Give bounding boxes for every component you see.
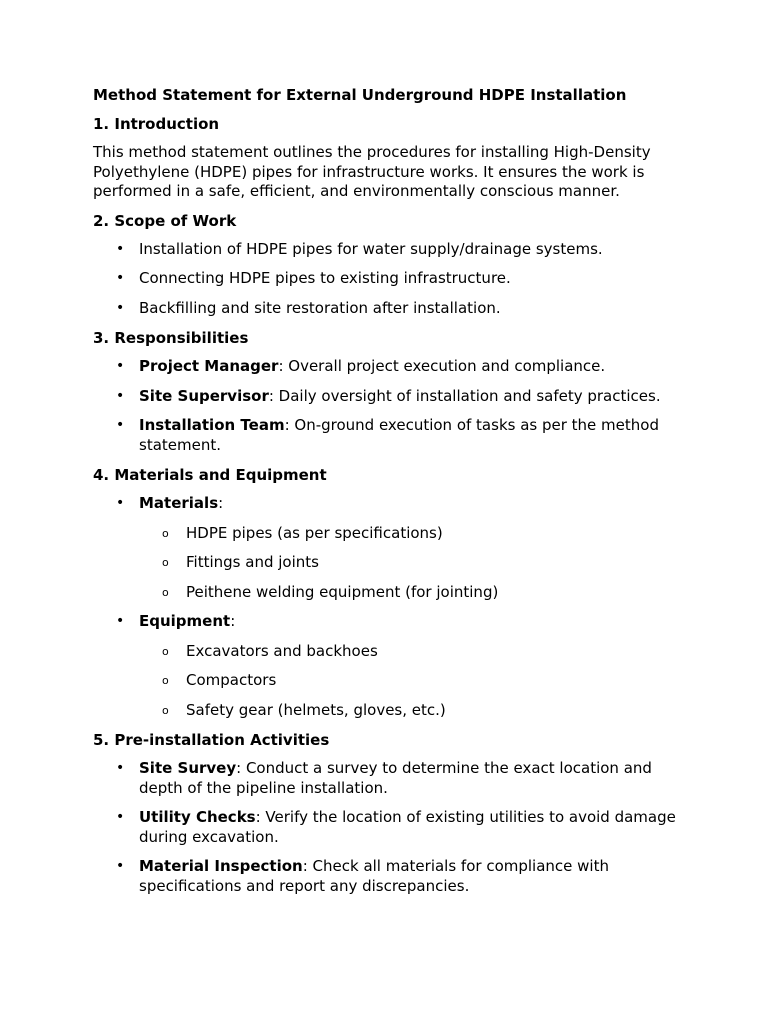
sublist-item-text: Excavators and backhoes — [186, 641, 378, 660]
list-item — [93, 387, 683, 407]
sublist-item-text: Safety gear (helmets, gloves, etc.) — [186, 700, 446, 719]
sublist-item-text: Compactors — [186, 671, 277, 689]
circle-bullet-icon: o — [162, 526, 169, 540]
pre-installation-list — [93, 759, 683, 896]
bullet-icon: • — [116, 858, 125, 874]
circle-bullet-icon: o — [162, 703, 169, 717]
bullet-icon: • — [116, 358, 125, 374]
equipment-sublist — [139, 642, 683, 721]
list-item — [93, 494, 683, 602]
role-term: Project Manager — [139, 357, 279, 375]
introduction-paragraph: This method statement outlines the procedures for installing High-Density Polyethylene (HDPE) pipes for infrastructure works. It ensures the work is performed in a safe, efficient, and environmentally conscious manner. — [93, 143, 651, 200]
responsibilities-list — [93, 357, 683, 455]
bullet-icon: • — [116, 417, 125, 433]
list-item-text: Backfilling and site restoration after installation. — [139, 298, 501, 317]
role-description: : On-ground execution of tasks as per the method statement. — [139, 416, 659, 454]
list-item — [93, 808, 683, 847]
role-description: : Daily oversight of installation and safety practices. — [268, 386, 661, 405]
activity-term: Material Inspection — [139, 857, 303, 875]
bullet-icon: • — [116, 387, 125, 404]
bullet-icon: • — [116, 270, 125, 286]
circle-bullet-icon: o — [162, 556, 169, 569]
section-heading-scope: 2. Scope of Work — [93, 211, 237, 230]
sublist-item — [139, 553, 683, 573]
sublist-item-text: Peithene welding equipment (for jointing) — [186, 582, 499, 601]
list-item — [93, 269, 683, 289]
activity-description: : Check all materials for compliance with specifications and report any discrepancies. — [139, 857, 609, 895]
group-term: Materials — [139, 494, 219, 512]
circle-bullet-icon: o — [162, 585, 169, 599]
section-heading-materials-equipment: 4. Materials and Equipment — [93, 466, 327, 484]
bullet-icon: • — [116, 299, 125, 316]
materials-sublist — [139, 524, 683, 603]
bullet-icon: • — [116, 760, 125, 776]
list-item — [93, 416, 683, 455]
document-title: Method Statement for External Underground HDPE Installation — [93, 86, 627, 104]
activity-term: Utility Checks — [139, 808, 256, 826]
sublist-item-text: HDPE pipes (as per specifications) — [186, 523, 443, 542]
group-suffix: : — [230, 612, 236, 630]
activity-description: : Verify the location of existing utilities to avoid damage during excavation. — [139, 808, 676, 846]
list-item — [93, 759, 683, 798]
activity-term: Site Survey — [139, 759, 237, 777]
list-item-text: Installation of HDPE pipes for water supply/drainage systems. — [139, 239, 603, 258]
bullet-icon: • — [116, 613, 125, 629]
bullet-icon: • — [116, 495, 125, 511]
list-item — [93, 857, 683, 896]
sublist-item — [139, 671, 683, 691]
sublist-item — [139, 583, 683, 603]
section-heading-introduction: 1. Introduction — [93, 115, 220, 133]
sublist-item — [139, 642, 683, 662]
group-term: Equipment — [139, 612, 231, 630]
role-term: Installation Team — [139, 416, 285, 434]
document-body — [93, 85, 683, 906]
role-description: : Overall project execution and compliance. — [278, 357, 606, 375]
list-item — [93, 612, 683, 720]
sublist-item — [139, 524, 683, 544]
section-heading-responsibilities: 3. Responsibilities — [93, 329, 249, 347]
sublist-item-text: Fittings and joints — [186, 553, 319, 571]
scope-list — [93, 240, 683, 319]
circle-bullet-icon: o — [162, 674, 169, 687]
activity-description: : Conduct a survey to determine the exact location and depth of the pipeline installation. — [139, 759, 652, 797]
role-term: Site Supervisor — [139, 386, 269, 405]
list-item-text: Connecting HDPE pipes to existing infrastructure. — [139, 269, 511, 287]
materials-equipment-list — [93, 494, 683, 720]
bullet-icon: • — [116, 240, 125, 257]
list-item — [93, 240, 683, 260]
list-item — [93, 357, 683, 377]
bullet-icon: • — [116, 809, 125, 825]
section-heading-pre-installation: 5. Pre-installation Activities — [93, 731, 330, 749]
group-suffix: : — [218, 494, 224, 512]
list-item — [93, 299, 683, 319]
sublist-item — [139, 701, 683, 721]
circle-bullet-icon: o — [162, 644, 169, 658]
